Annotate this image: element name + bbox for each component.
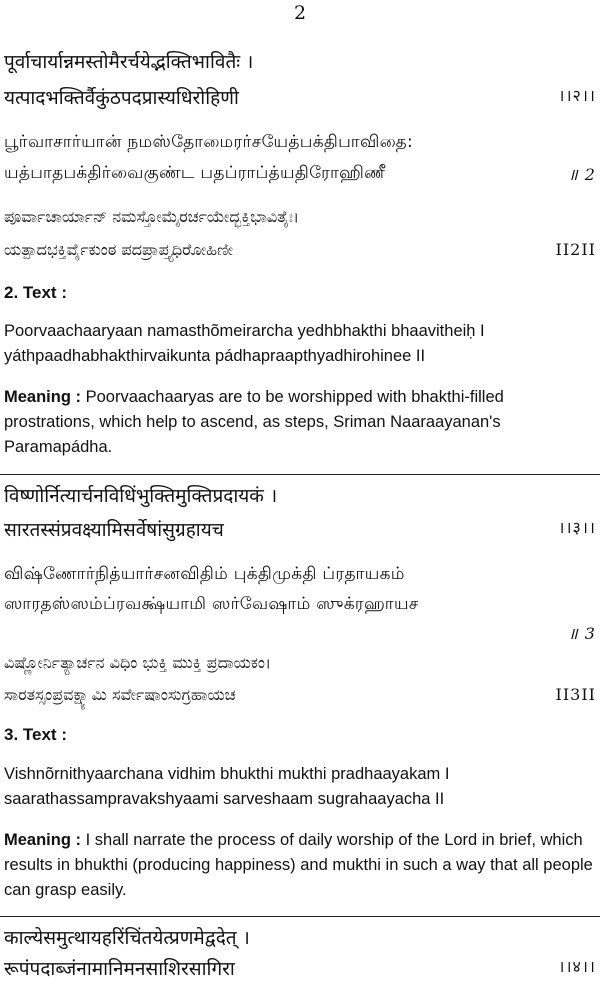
transliteration-line-1: Vishnõrnithyaarchana vidhim bhukthi mukthi pradhaayakam I: [4, 765, 450, 783]
meaning-text: Poorvaachaaryas are to be worshipped with bhakthi-filled prostrations, which help to ascend, as steps, Sriman Naaraayanan's Paramapádha.: [4, 388, 504, 456]
meaning-paragraph: [4, 385, 598, 460]
verse-number: II2II: [555, 240, 596, 259]
verse-number: ॥ 2: [568, 165, 596, 184]
verse-number: ।।२।।: [558, 86, 596, 105]
section-divider: [0, 916, 600, 917]
verse-number: ।।३।।: [558, 518, 596, 537]
meaning-paragraph: [4, 828, 598, 903]
transliteration-line-2: yáthpaadhabhakthirvaikunta pádhapraapthyadhirohinee II: [4, 347, 426, 365]
text-heading: 3. Text :: [4, 725, 67, 744]
verse-number: ।।४।।: [558, 957, 596, 976]
page-number: 2: [293, 2, 307, 24]
section-divider: [0, 474, 600, 475]
transliteration: [4, 762, 598, 812]
meaning-label: Meaning :: [4, 831, 81, 849]
verse-number: II3II: [555, 685, 596, 704]
transliteration-line-2: saarathassampravakshyaami sarveshaam sugrahaayacha II: [4, 790, 445, 808]
transliteration: [4, 319, 598, 369]
text-heading: 2. Text :: [4, 283, 67, 302]
verse-number: ॥ 3: [568, 624, 596, 643]
transliteration-line-1: Poorvaachaaryaan namasthõmeirarcha yedhbhakthi bhaavitheiḥ I: [4, 322, 485, 340]
meaning-label: Meaning :: [4, 388, 81, 406]
meaning-text: I shall narrate the process of daily worship of the Lord in brief, which results in bhukthi (producing happiness) and mukthi in such a way that all people can grasp easily.: [4, 831, 593, 899]
